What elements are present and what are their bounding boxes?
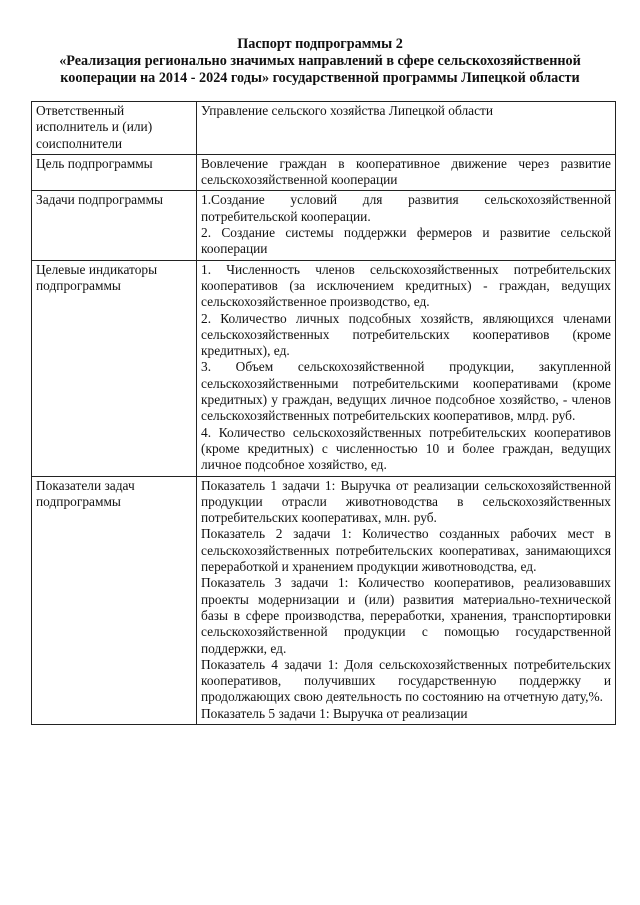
- table-row-tasks: [32, 191, 616, 260]
- value-paragraph: 1.Создание условий для развития сельскохозяйственной потребительской кооперации.: [201, 192, 611, 224]
- row-label: Цель подпрограммы: [32, 154, 197, 191]
- value-paragraph: Показатель 5 задачи 1: Выручка от реализации: [201, 705, 468, 721]
- row-label: Целевые индикаторы подпрограммы: [32, 260, 197, 476]
- row-value: [197, 102, 616, 155]
- row-value: [197, 191, 616, 260]
- title-line-2: «Реализация регионально значимых направлений в сфере сельскохозяйственной: [59, 53, 581, 69]
- row-value: [197, 154, 616, 191]
- value-paragraph: Показатель 3 задачи 1: Количество кооперативов, реализовавших проекты модернизации и (или) развития материально-технической базы в сфере производства, переработки, хранения, транспортировки сельскохозяйственной продукции с помощью государственной поддержки, ед.: [201, 575, 611, 656]
- value-paragraph: 2. Создание системы поддержки фермеров и развитие сельской кооперации: [201, 225, 611, 257]
- table-row-goal: [32, 154, 616, 191]
- value-paragraph: Вовлечение граждан в кооперативное движение через развитие сельскохозяйственной кооперации: [201, 155, 611, 188]
- value-paragraph: Управление сельского хозяйства Липецкой области: [201, 103, 494, 118]
- value-paragraph: Показатель 1 задачи 1: Выручка от реализации сельскохозяйственной продукции отрасли животноводства в сельскохозяйственных потребительских кооперативах, млн. руб.: [201, 477, 611, 526]
- row-value: [197, 260, 616, 476]
- value-paragraph: Показатель 4 задачи 1: Доля сельскохозяйственных потребительских кооперативов, получивших государственную поддержку и продолжающих свою деятельность по состоянию на отчетную дату,%.: [201, 656, 611, 705]
- row-label: Показатели задач подпрограммы: [32, 476, 197, 724]
- document-title: [20, 36, 620, 87]
- row-label: Задачи подпрограммы: [32, 191, 197, 260]
- table-row-indicators: [32, 260, 616, 476]
- table-row-executor: [32, 102, 616, 155]
- value-paragraph: 2. Количество личных подсобных хозяйств, являющихся членами сельскохозяйственных потребительских кооперативов (кроме кредитных), ед.: [201, 310, 611, 359]
- passport-table: [31, 101, 616, 725]
- title-line-1: Паспорт подпрограммы 2: [237, 36, 403, 52]
- title-line-3: кооперации на 2014 - 2024 годы» государственной программы Липецкой области: [60, 70, 580, 86]
- value-paragraph: 3. Объем сельскохозяйственной продукции, закупленной сельскохозяйственными потребительскими кооперативами (кроме кредитных) у граждан, ведущих личное подсобное хозяйство, - членов сельскохозяйственных потребительских кооперативов, млрд. руб.: [201, 359, 611, 424]
- row-value: [197, 476, 616, 724]
- value-paragraph: 4. Количество сельскохозяйственных потребительских кооперативов (кроме кредитных) с численностью 10 и более граждан, ведущих личное подсобное хозяйство, ед.: [201, 424, 611, 473]
- table-row-task-metrics: [32, 476, 616, 724]
- value-paragraph: Показатель 2 задачи 1: Количество созданных рабочих мест в сельскохозяйственных потребительских кооперативах, занимающихся переработкой и хранением продукции животноводства, ед.: [201, 526, 611, 575]
- value-paragraph: 1. Численность членов сельскохозяйственных потребительских кооперативов (за исключением кредитных) - граждан, ведущих сельскохозяйственное производство, ед.: [201, 261, 611, 310]
- row-label: Ответственный исполнитель и (или) соисполнители: [32, 102, 197, 155]
